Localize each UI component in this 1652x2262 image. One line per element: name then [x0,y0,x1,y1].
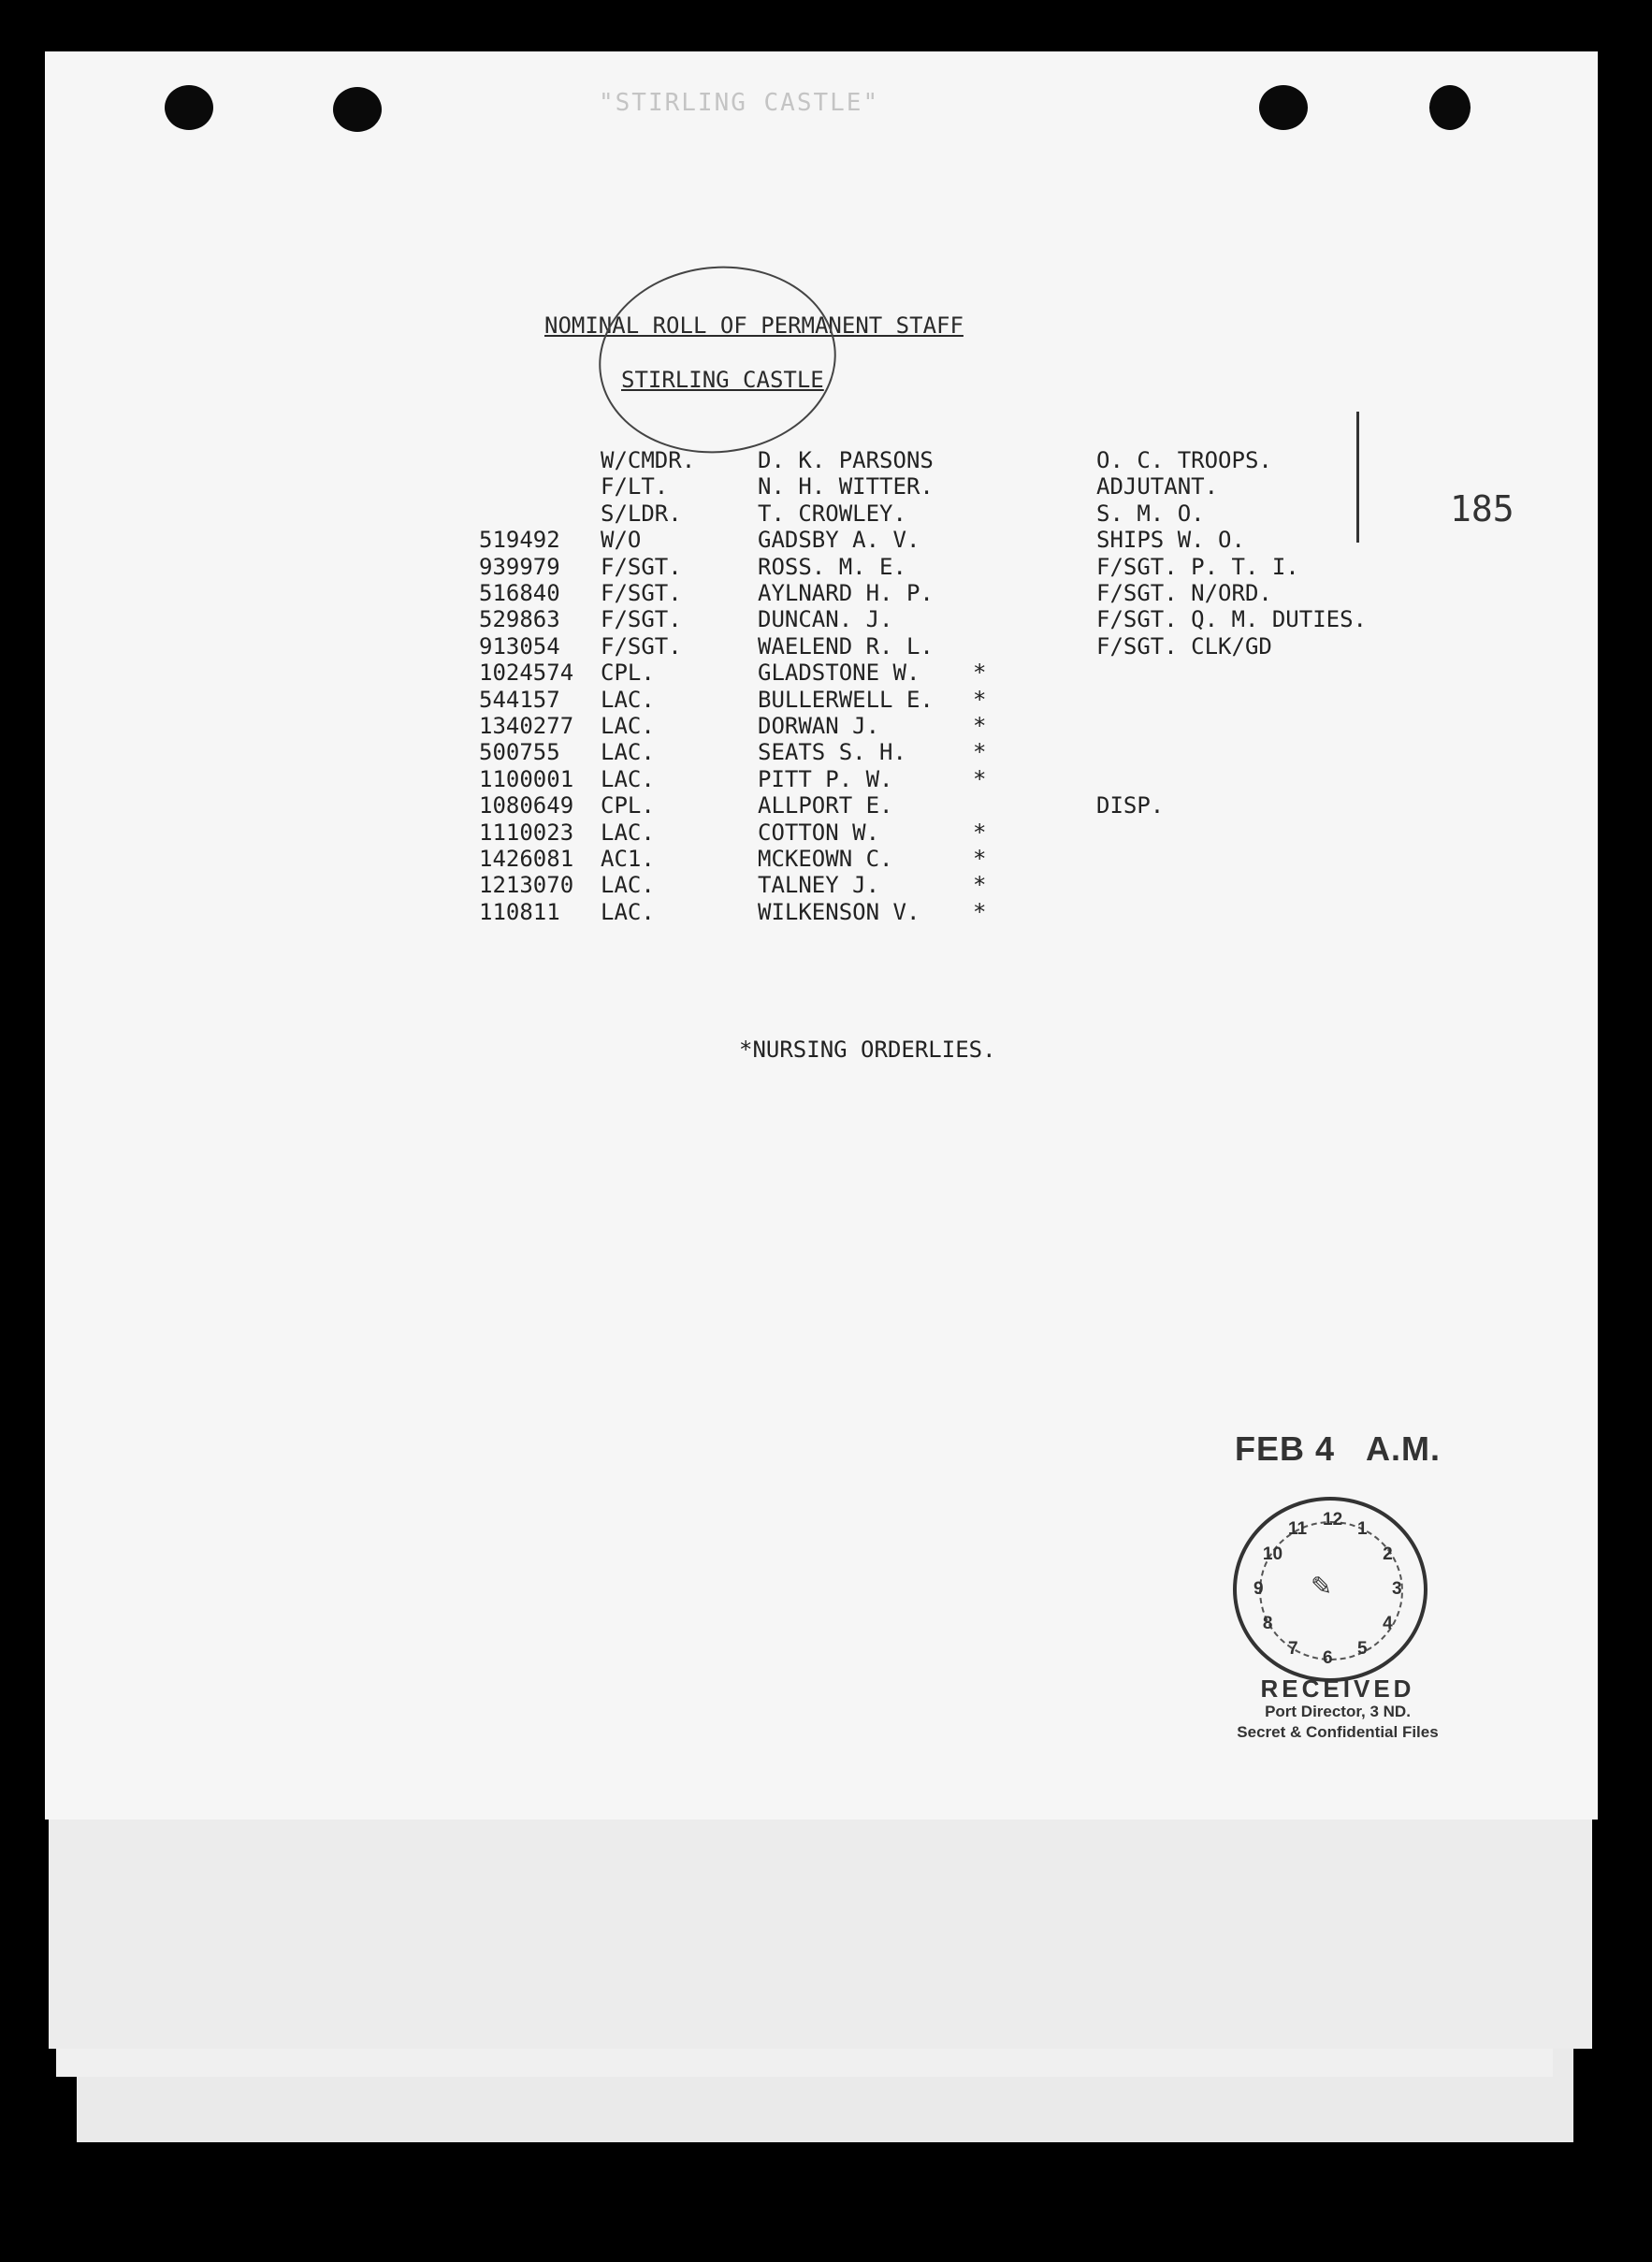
clock-hour: 7 [1288,1639,1298,1660]
stamp-period: A.M. [1366,1429,1442,1468]
faint-bleedthrough-text: "STIRLING CASTLE" [599,89,880,117]
pen-nib-icon: ✎ [1311,1566,1331,1603]
orderly-mark: * [973,898,987,925]
rank: LAC. [601,713,655,739]
name: GADSBY A. V. [758,527,920,554]
name: TALNEY J. [758,872,880,899]
punch-hole-right-2 [1429,85,1471,130]
duty: F/SGT. N/ORD. [1096,580,1272,606]
orderly-mark: * [973,739,987,766]
clock-hour: 4 [1383,1614,1393,1633]
clock-hour: 12 [1323,1510,1343,1530]
received-label: RECEIVED [1260,1675,1415,1703]
punch-hole-right [1259,85,1308,130]
clock-hour: 10 [1262,1544,1283,1564]
service-number: 913054 [479,632,560,660]
name: GLADSTONE W. [758,660,920,687]
service-number: 500755 [479,739,560,766]
clock-hour: 5 [1357,1639,1368,1660]
rank: S/LDR. [601,500,682,527]
name: ALLPORT E. [758,792,893,819]
rank: LAC. [601,819,655,846]
rank: F/SGT. [601,606,682,633]
name: MCKEOWN C. [758,846,893,872]
service-number: 1340277 [479,713,574,739]
name: SEATS S. H. [758,739,906,766]
orderly-mark: * [973,846,987,872]
stamp-line-2: Secret & Confidential Files [1237,1723,1439,1741]
ship-name: STIRLING CASTLE [621,367,824,393]
service-number: 544157 [479,686,560,713]
service-number: 1213070 [479,872,574,899]
duty: F/SGT. P. T. I. [1096,553,1299,580]
service-number: 1426081 [479,846,574,872]
orderly-mark: * [973,686,987,713]
stamp-line-1: Port Director, 3 ND. [1265,1703,1411,1720]
name: PITT P. W. [758,765,893,792]
clock-stamp [1233,1497,1427,1682]
clock-hour: 11 [1288,1518,1308,1539]
clock-hour: 6 [1323,1648,1333,1668]
duty: O. C. TROOPS. [1096,447,1272,473]
service-number: 519492 [479,527,560,554]
duty: ADJUTANT. [1096,473,1219,500]
name: D. K. PARSONS [758,447,934,473]
duty: SHIPS W. O. [1096,527,1245,554]
name: DORWAN J. [758,713,880,739]
name: BULLERWELL E. [758,686,934,713]
rank: CPL. [601,660,655,687]
service-number: 1110023 [479,819,574,846]
rank: LAC. [601,872,655,899]
rank: LAC. [601,765,655,792]
clock-hour: 1 [1357,1518,1368,1539]
footnote: *NURSING ORDERLIES. [739,1037,996,1063]
service-number: 516840 [479,580,560,606]
stamp-date-value: FEB 4 [1235,1429,1336,1468]
name: T. CROWLEY. [758,500,906,527]
rank: CPL. [601,792,655,819]
duty: F/SGT. Q. M. DUTIES. [1096,606,1367,633]
received-stamp-date [1235,1429,1441,1469]
clock-hour: 9 [1253,1579,1264,1599]
rank: LAC. [601,898,655,925]
punch-hole-left [165,85,213,130]
service-number: 1024574 [479,660,574,687]
service-number: 110811 [479,898,560,925]
rank: W/CMDR. [601,447,696,473]
orderly-mark: * [973,713,987,739]
clock-hour: 8 [1262,1614,1273,1633]
name: N. H. WITTER. [758,473,934,500]
rank: F/SGT. [601,553,682,580]
document-title: NOMINAL ROLL OF PERMANENT STAFF [544,312,964,339]
rank: LAC. [601,686,655,713]
clock-hour: 3 [1392,1579,1402,1599]
clock-hour: 2 [1383,1544,1393,1564]
name: COTTON W. [758,819,880,846]
back-sheet-1 [49,1805,1592,2049]
orderly-mark: * [973,765,987,792]
rank: F/SGT. [601,632,682,660]
orderly-mark: * [973,660,987,687]
name: WAELEND R. L. [758,632,934,660]
page-number: 185 [1450,488,1514,529]
duty: S. M. O. [1096,500,1205,527]
rank: F/SGT. [601,580,682,606]
service-number: 939979 [479,553,560,580]
name: ROSS. M. E. [758,553,906,580]
rank: AC1. [601,846,655,872]
name: WILKENSON V. [758,898,920,925]
rank: W/O [601,527,642,554]
orderly-mark: * [973,819,987,846]
duty: F/SGT. CLK/GD [1096,632,1272,660]
rank: F/LT. [601,473,669,500]
orderly-mark: * [973,872,987,899]
service-number: 529863 [479,606,560,633]
service-number: 1100001 [479,765,574,792]
name: DUNCAN. J. [758,606,893,633]
rank: LAC. [601,739,655,766]
name: AYLNARD H. P. [758,580,934,606]
service-number: 1080649 [479,792,574,819]
punch-hole-left-2 [333,87,382,132]
duty: DISP. [1096,792,1165,819]
